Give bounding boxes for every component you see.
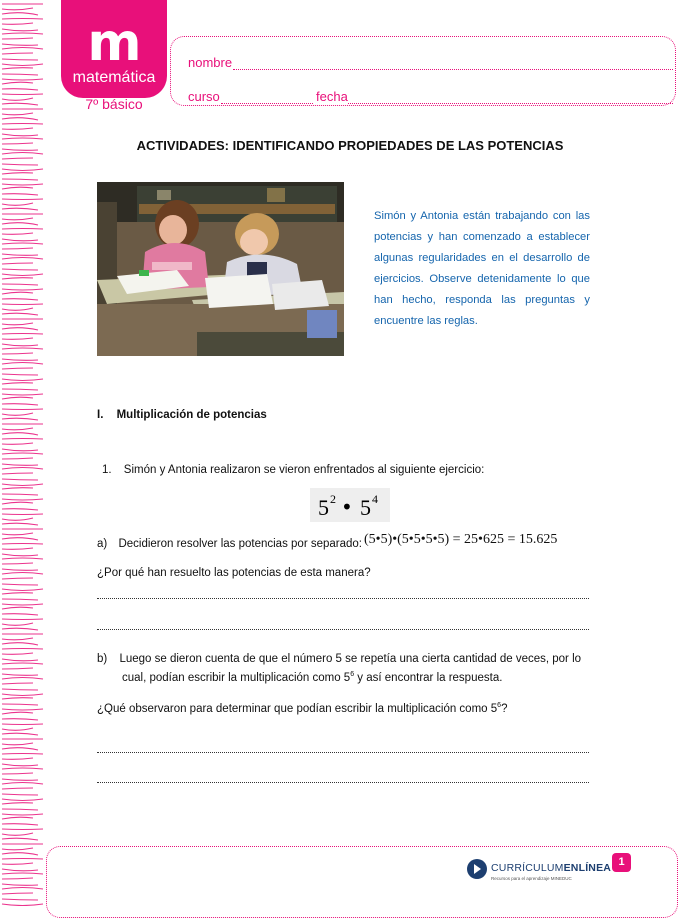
section-title: Multiplicación de potencias	[116, 409, 267, 421]
formula-base-1: 5	[318, 495, 329, 520]
answer-line-b2[interactable]	[97, 782, 589, 783]
part-b	[97, 649, 603, 669]
date-label: fecha	[316, 89, 348, 104]
part-b-line2-sup: 6	[350, 671, 355, 678]
part-b-question	[97, 699, 507, 719]
section-heading	[97, 409, 267, 421]
exercise-1	[102, 460, 484, 480]
name-field[interactable]	[233, 69, 673, 70]
part-b-question-sup: 6	[497, 702, 502, 709]
exercise-1-text: Simón y Antonia realizaron se vieron enfrentados al siguiente ejercicio:	[123, 464, 485, 476]
answer-line-a2[interactable]	[97, 629, 589, 630]
grade-label: 7º básico	[85, 96, 143, 112]
exercise-1-number: 1.	[102, 464, 112, 476]
course-label: curso	[188, 89, 220, 104]
answer-line-a1[interactable]	[97, 598, 589, 599]
part-b-line2-pre: cual, podían escribir la multiplicación como 5	[122, 672, 351, 684]
part-b-label: b)	[97, 653, 108, 665]
subject-logo	[61, 0, 167, 98]
formula-exponent-2: 4	[372, 492, 378, 506]
intro-paragraph: Simón y Antonia están trabajando con las potencias y han comenzado a establecer algunas regularidades en el desarrollo de ejercicios. Observe detenidamente lo que han hecho, responda las preguntas y encuentre las reglas.	[374, 210, 590, 327]
part-b-text-line1: Luego se dieron cuenta de que el número 5 se repetía una cierta cantidad de veces, por lo	[119, 653, 582, 665]
formula-box	[310, 488, 390, 522]
student-info-box	[170, 36, 676, 106]
part-a	[97, 534, 362, 554]
spiral-binding	[0, 0, 50, 906]
formula-dot: •	[341, 495, 353, 519]
course-field[interactable]	[221, 103, 313, 104]
part-a-label: a)	[97, 538, 108, 550]
date-field[interactable]	[348, 103, 673, 104]
part-b-line2	[122, 668, 502, 688]
part-a-equation: (5•5)•(5•5•5•5) = 25•625 = 15.625	[364, 532, 558, 547]
part-b-question-pre: ¿Qué observaron para determinar que podían escribir la multiplicación como 5	[97, 703, 498, 715]
brand-tagline: Recursos para el aprendizaje MINEDUC	[491, 876, 572, 881]
formula-base-2: 5	[360, 495, 371, 520]
logo-word: matemática	[72, 69, 156, 86]
formula-exponent-1: 2	[330, 492, 336, 506]
section-number: I.	[97, 409, 104, 421]
brand-name	[491, 862, 611, 874]
page-number: 1	[612, 853, 631, 872]
part-b-question-post: ?	[501, 703, 508, 715]
part-a-question: ¿Por qué han resuelto las potencias de esta manera?	[97, 567, 371, 579]
brand-name-light: CURRÍCULUM	[491, 862, 564, 874]
answer-line-b1[interactable]	[97, 752, 589, 753]
part-b-line2-post: y así encontrar la respuesta.	[354, 672, 503, 684]
page-title: ACTIVIDADES: IDENTIFICANDO PROPIEDADES DE LAS POTENCIAS	[136, 138, 564, 153]
brand-name-bold: ENLÍNEA	[563, 862, 612, 874]
footer-box	[46, 846, 678, 918]
classroom-photo	[97, 182, 344, 356]
curriculum-logo-icon	[466, 858, 488, 880]
logo-letter: m	[87, 13, 141, 73]
name-label: nombre	[188, 55, 233, 70]
part-a-text: Decidieron resolver las potencias por separado:	[118, 538, 362, 550]
